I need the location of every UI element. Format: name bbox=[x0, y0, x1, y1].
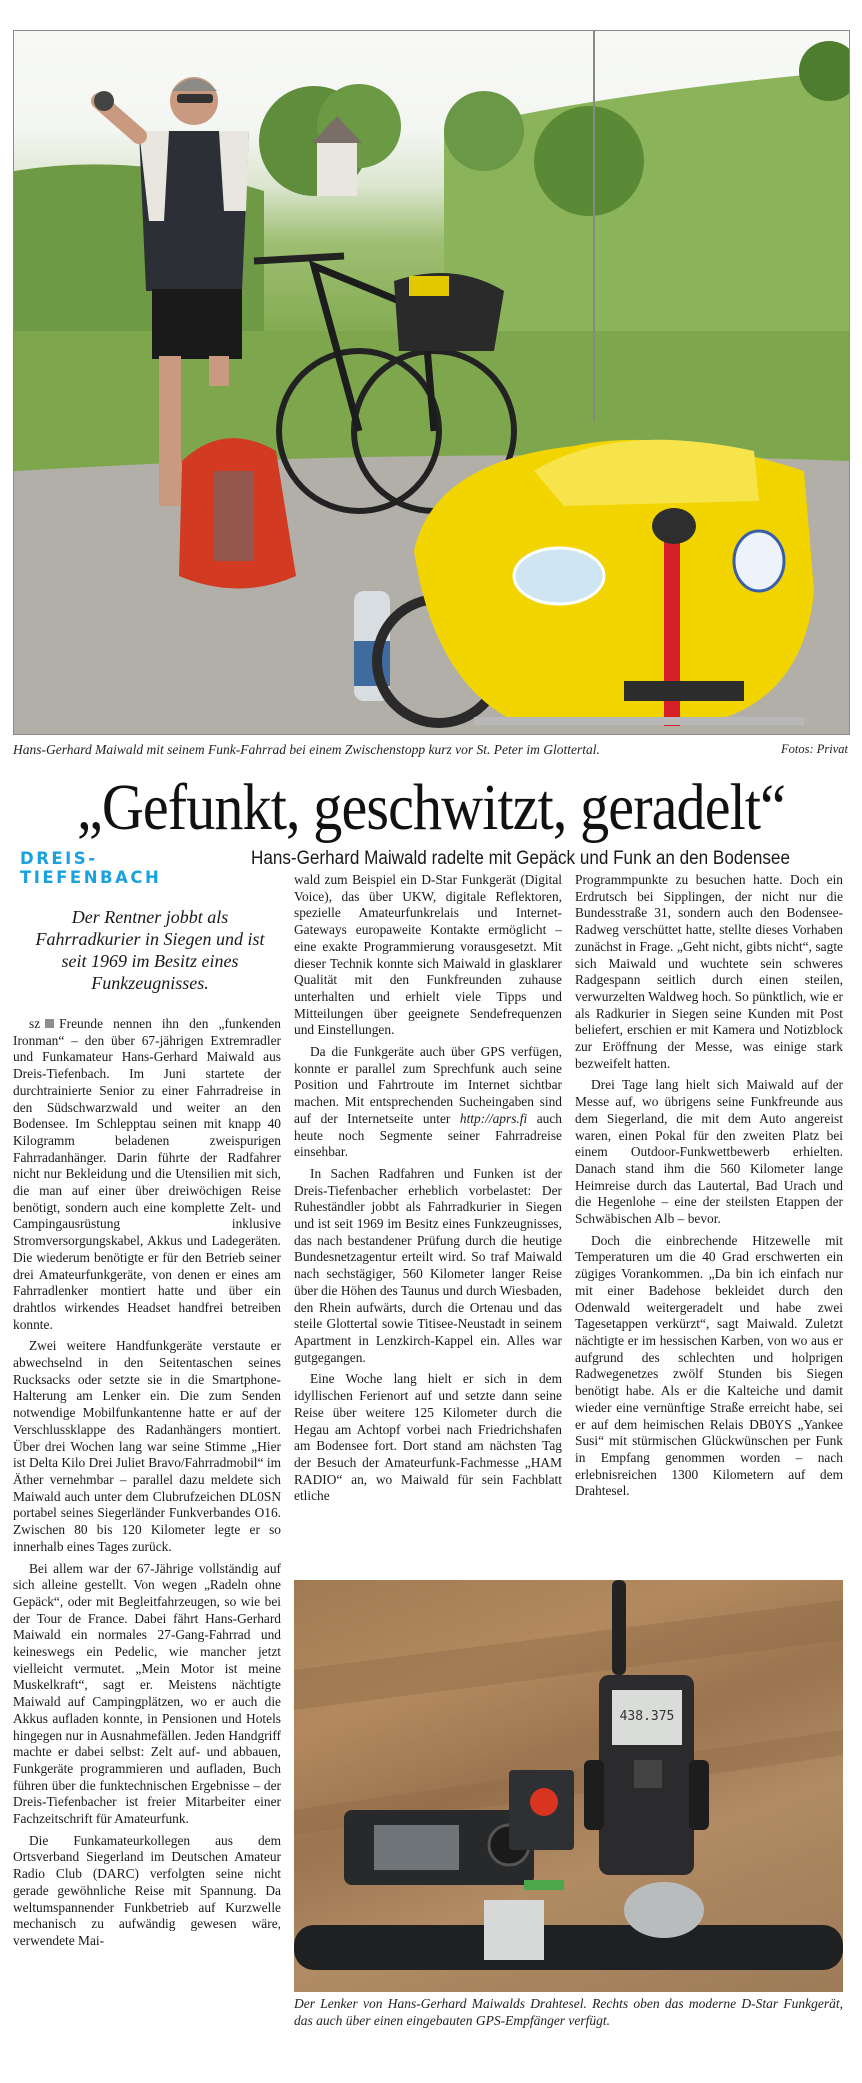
intro-blurb: Der Rentner jobbt als Fahrradkurier in Siegen und ist seit 1969 im Besitz eines Funkzeugnisses. bbox=[35, 907, 265, 993]
glove bbox=[94, 91, 114, 111]
cyclist-with-trailer-illustration bbox=[14, 31, 849, 734]
paragraph: Doch die einbrechende Hitzewelle mit Temperaturen um die 40 Grad erschwerten ein zügiges Vorankommen. „Da bin ich einfach nur mit einer Badehose bekleidet durch den Odenwald weitergeradelt und habe zwei Tagesetappen verkürzt“, sagt Maiwald. Zuletzt nächtigte er im hessischen Karben, von wo aus er aufgrund des schlechten und holprigen Radwegenetzes zwölf Stunden bis Siegen benötigt habe. Als er die Kalteiche und damit wieder eine vernünftige Straße erreicht habe, sei er auf dem heimischen Relais DB0YS „Yankee Susi“ mit stürmischen Glückwünschen per Funk in Empfang genommen worden – nach erlebnisreichen 1300 Kilometern auf dem Drahtesel. bbox=[575, 1232, 843, 1499]
photo-credit: Fotos: Privat bbox=[780, 742, 848, 756]
paragraph: Bei allem war der 67-Jährige vollständig auf sich alleine gestellt. Von wegen „Radeln ohne Gepäck“, oder mit Begleitfahrzeugen, so wie bei der Tour de France. Dabei fährt Hans-Gerhard Maiwald ein normales 27-Gang-Fahrrad und keineswegs ein Pedelic, wie mancher jetzt vielleicht vermutet. „Mein Motor ist meine Muskelkraft“, sagt er. Meistens nächtigte Maiwald auf Campingplätzen, wo er auch die Akkus aufladen konnte, in Pensionen und Hotels hingegen nur in Ausnahmefällen. Jeden Handgriff machte er dabei selbst: Zelt auf- und abbauen, Funkgeräte programmieren und aufladen, Buch führen über die funktechnischen Ergebnisse – der Dreis-Tiefenbacher ist freier Mitarbeiter einer Fachzeitschrift für Amateurfunk. bbox=[13, 1560, 281, 1827]
handlebar-radios-illustration bbox=[294, 1580, 843, 1992]
headline: „Gefunkt, geschwitzt, geradelt“ bbox=[76, 771, 786, 844]
column-2 bbox=[294, 872, 562, 1510]
backpack-pocket bbox=[214, 471, 254, 561]
column-1 bbox=[13, 1016, 281, 1955]
paragraph bbox=[294, 1044, 562, 1161]
column-3 bbox=[575, 872, 843, 1505]
paragraph: Eine Woche lang hielt er sich in dem idyllischen Ferienort auf und setzte dann seine Reise über weitere 125 Kilometer durch die Hegau am Achtopf vorbei nach Friedrichshafen am Bodensee fort. Dort stand am nächsten Tag der Besuch der Amateurfunk-Fachmesse „HAM RADIO“ an, wo Maiwald für sein Fachblatt etliche bbox=[294, 1371, 562, 1504]
dateline-kicker: DREIS-TIEFENBACH bbox=[20, 849, 162, 887]
cycling-shorts bbox=[152, 289, 242, 359]
handlebar bbox=[254, 256, 344, 261]
red-button bbox=[530, 1788, 558, 1816]
paragraph: Zwei weitere Handfunkgeräte verstaute er abwechselnd in den Seitentaschen seines Rucksacks oder setzte sie in die Smartphone-Halterung am Lenker ein. Die zum Senden notwendige Mobilfunkantenne hatte er auf der Verschlussklappe des Radanhängers montiert. Über drei Wochen lang war seine Stimme „Hier ist Delta Kilo Drei Juliet Bravo/Fahrradmobil“ im Äther vernehmbar – parallel dazu meldete sich Maiwald auch unter dem Clubrufzeichen DL0SN portabel seines Siegerländer Funkverbandes O16. Zwischen 80 bis 120 Kilometer legte er so innerhalb eines Tages zurück. bbox=[13, 1338, 281, 1554]
radio-antenna bbox=[612, 1580, 626, 1675]
radio-frequency: 438.375 bbox=[619, 1709, 675, 1724]
trailer-lock bbox=[652, 508, 696, 544]
paragraph: In Sachen Radfahren und Funken ist der Dreis-Tiefenbacher erheblich vorbelastet: Der Ruheständler jobbt als Fahrradkurier in Siegen und ist seit 1969 im Besitz eines Funkzeugnisses, das nach bestandener Prüfung durch die heutige Bundesnetzagentur erteilt wird. So traf Maiwald nach sechstägiger, 560 Kilometer langer Reise über die Höhen des Taunus und durch Wiesbaden, den Rhein aufwärts, durch die Ortenau und das steile Glottertal sowie Titisee-Neustadt in seinem Apartment in Lenzkirch-Kappel ein. Alles war gutgegangen. bbox=[294, 1165, 563, 1365]
wood-grain bbox=[294, 1600, 843, 1710]
courier-sticker bbox=[624, 681, 744, 701]
tree bbox=[534, 106, 644, 216]
paragraph-text: Da die Funkgeräte auch über GPS verfügen, konnte er parallel zum Sprechfunk auch seine Position und Fahrtroute im Internet sichtbar machen. Mit entsprechenden Sucheingaben sind auf der Internetseite unter bbox=[294, 1044, 562, 1126]
house bbox=[317, 141, 357, 196]
paragraph bbox=[13, 1016, 281, 1333]
bottom-photo-caption: Der Lenker von Hans-Gerhard Maiwalds Drahtesel. Rechts oben das moderne D-Star Funkgerät, das auch über einen eingebauten GPS-Empfänger verfügt. bbox=[294, 1996, 843, 2028]
bell bbox=[624, 1882, 704, 1938]
cyclist-hair bbox=[172, 79, 217, 92]
jersey-stripe bbox=[219, 131, 249, 211]
phone-holder-clamp bbox=[584, 1760, 604, 1830]
leg bbox=[159, 356, 181, 506]
tree bbox=[444, 91, 524, 171]
yellow-strap bbox=[409, 276, 449, 296]
paragraph: wald zum Beispiel ein D-Star Funkgerät (Digital Voice), das über UKW, digitale Reflektoren, spezielle Amateurfunkrelais und Internet-Gateways europaweite Kontakte ermöglicht – eine exakte Programmierung vorausgesetzt. Mit dieser Technik konnte sich Maiwald in glasklarer Qualität mit den Funkfreunden zuhause unterhalten und erhielt viele Tipps und Mitteilungen über geeignete Sendefrequenzen und Einstellungen. bbox=[294, 872, 562, 1038]
square-bullet-icon bbox=[45, 1019, 54, 1028]
paragraph-text: Freunde nennen ihn den „funkenden Ironman“ – den über 67-jährigen Extremradler und Funkamateur Hans-Gerhard Maiwald aus Dreis-Tiefenbach. Im Juni startete der durchtrainierte Senior zu einer Fahrradreise in den Südschwarzwald und weiter an den Bodensee. Im Schlepptau seinen mit knapp 40 Kilogramm beladenen zweispurigen Fahrradanhänger. Darin führte der Radfahrer nicht nur Bekleidung und die Utensilien mit sich, die man auf einer über dreiwöchigen Reise benötigt, sondern auch eine komplette Zelt- und Campingausrüstung inklusive Stromversorgungskabel, Akkus und Ladegeräten. Die wiederum benötigte er für den Betrieb seiner drei Amateurfunkgeräte, von denen er eines am Fahrradlenker montiert hatte und über ein drahtlos wirkendes Headset handfrei betreiben konnte. bbox=[13, 1016, 281, 1332]
handlebar bbox=[294, 1925, 843, 1970]
author-tag: sz bbox=[29, 1016, 41, 1031]
sunglasses bbox=[177, 94, 213, 103]
paragraph: Programmpunkte zu besuchen hatte. Doch ein Erdrutsch bei Sipplingen, der nicht nur die Bundesstraße 31, sondern auch den Bodensee-Radweg verschüttet hatte, stellte dieses Vorhaben zunächst in Frage. „Geht nicht, gibts nicht“, sagte sich Maiwald und wuchtete sein schweres Radgespann seitlich durch einen steilen, verwurzelten Waldweg hoch. So pünktlich, wie er als Radkurier in Siegen seine Kunden mit Post beliefert, erschien er mit Kamera und Notizblock zur Eröffnung der Messe, was einige stark bezweifelt hatten. bbox=[575, 872, 843, 1071]
top-photo-caption: Hans-Gerhard Maiwald mit seinem Funk-Fahrrad bei einem Zwischenstopp kurz vor St. Peter im Glottertal. bbox=[13, 742, 600, 757]
camping-sticker bbox=[514, 548, 604, 604]
top-photo bbox=[13, 30, 850, 735]
club-sticker bbox=[734, 531, 784, 591]
phone-holder-clamp bbox=[689, 1760, 709, 1830]
paragraph: Die Funkamateurkollegen aus dem Ortsverband Siegerland im Deutschen Amateur Radio Club (DARC) verfolgten seine nicht gerade gewöhnliche Reise mit Spannung. Da weltumspannender Funkbetrieb auf Kurzwelle mechanisch zu aufwändig gewesen wäre, verwendete Mai- bbox=[13, 1832, 281, 1948]
subheadline: Hans-Gerhard Maiwald radelte mit Gepäck und Funk an den Bodensee bbox=[251, 848, 791, 869]
radio-dpad bbox=[634, 1760, 662, 1788]
top-photo-caption-row bbox=[13, 742, 848, 758]
mobile-radio-display bbox=[374, 1825, 459, 1870]
bike-computer bbox=[484, 1900, 544, 1960]
aprs-link[interactable]: http://aprs.fi bbox=[459, 1110, 528, 1126]
leg bbox=[209, 356, 229, 386]
bottom-photo bbox=[294, 1580, 843, 1992]
green-connector bbox=[524, 1880, 564, 1890]
paragraph: Drei Tage lang hielt sich Maiwald auf der Messe auf, wo übrigens seine Funkfreunde aus dem Siegerland, die mit dem Auto angereist waren, einen Pokal für den zweiten Platz bei einem Outdoor-Funkwettbewerb erhielten. Danach stand ihm die 560 Kilometer lange Heimreise durch das Lautertal, Bad Urach und die Hegenlohe – eine der steilsten Etappen der Schwäbischen Alb – bevor. bbox=[575, 1077, 843, 1227]
paragraph-text: auch heute noch Segmente seiner Fahrradreise einsehbar. bbox=[294, 1110, 562, 1160]
